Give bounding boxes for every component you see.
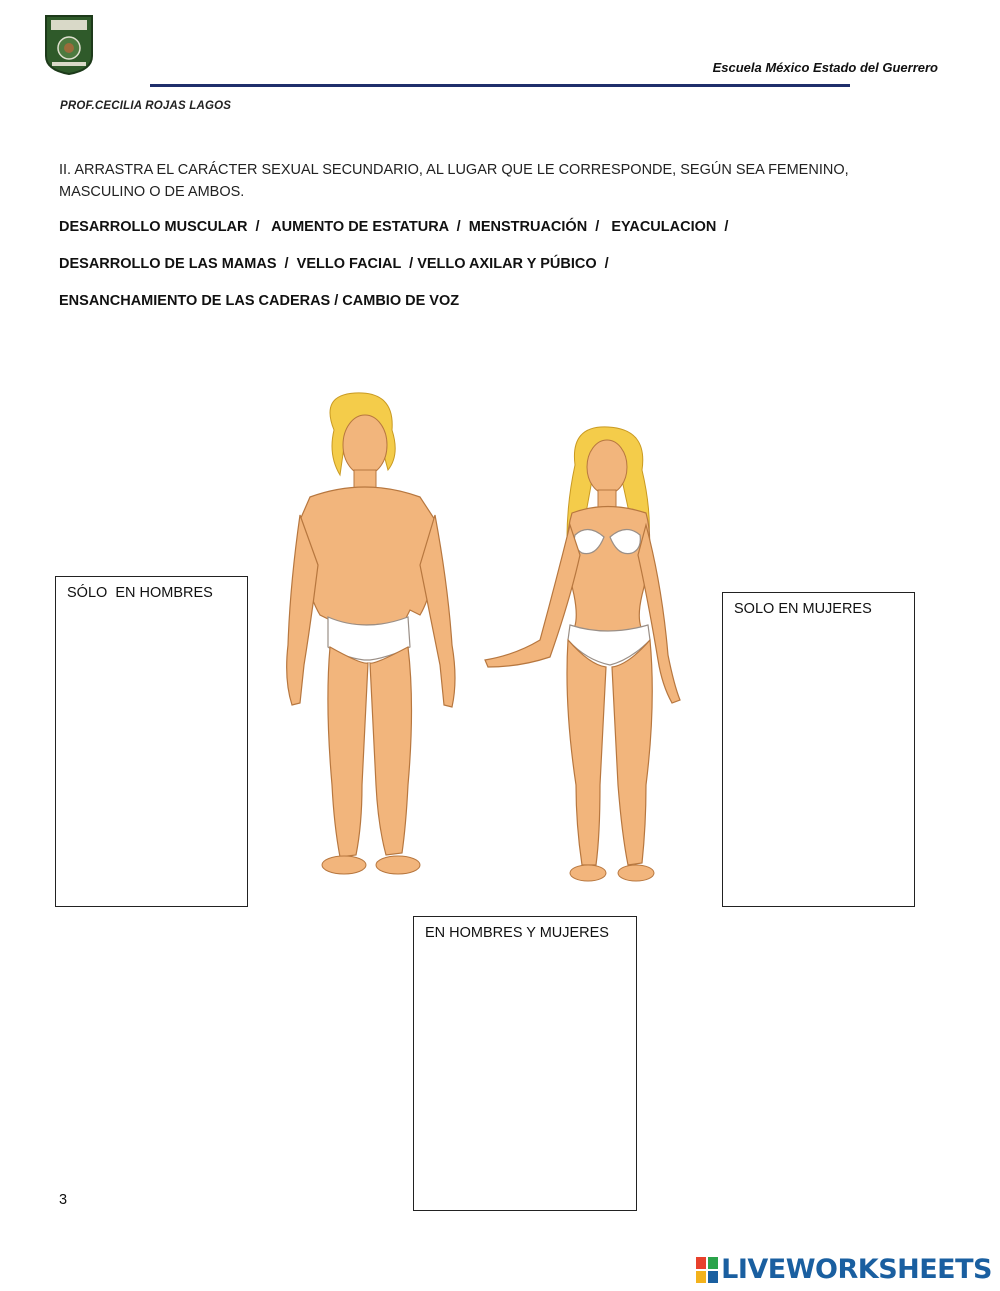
school-name: Escuela México Estado del Guerrero (712, 60, 938, 75)
teacher-name: PROF.CECILIA ROJAS LAGOS (60, 100, 232, 112)
drop-box-men-only[interactable] (55, 576, 248, 907)
word-line-3[interactable]: ENSANCHAMIENTO DE LAS CADERAS / CAMBIO DE VOZ (59, 293, 460, 309)
word-line-2[interactable]: DESARROLLO DE LAS MAMAS / VELLO FACIAL / VELLO AXILAR Y PÚBICO / (59, 256, 609, 272)
female-body-figure (485, 427, 680, 881)
page-number: 3 (59, 1192, 68, 1208)
word-line-1[interactable]: DESARROLLO MUSCULAR / AUMENTO DE ESTATURA / MENSTRUACIÓN / EYACULACION / (59, 219, 729, 235)
drop-box-men-label: SÓLO EN HOMBRES (67, 585, 213, 601)
instructions: II. ARRASTRA EL CARÁCTER SEXUAL SECUNDARIO, AL LUGAR QUE LE CORRESPONDE, SEGÚN SEA FEMENINO, MASCULINO O DE AMBOS. (59, 162, 849, 200)
male-body-figure (287, 393, 455, 874)
liveworksheets-logo (696, 1254, 992, 1285)
drop-box-both-label: EN HOMBRES Y MUJERES (425, 925, 609, 941)
header-rule (150, 84, 850, 87)
body-figures (270, 385, 700, 895)
drop-box-both[interactable] (413, 916, 637, 1211)
drop-box-women-only[interactable] (722, 592, 915, 907)
liveworksheets-mark-icon (696, 1257, 718, 1283)
liveworksheets-brand: LIVEWORKSHEETS (721, 1254, 992, 1285)
school-shield-logo (44, 14, 94, 76)
drop-box-women-label: SOLO EN MUJERES (734, 601, 872, 617)
